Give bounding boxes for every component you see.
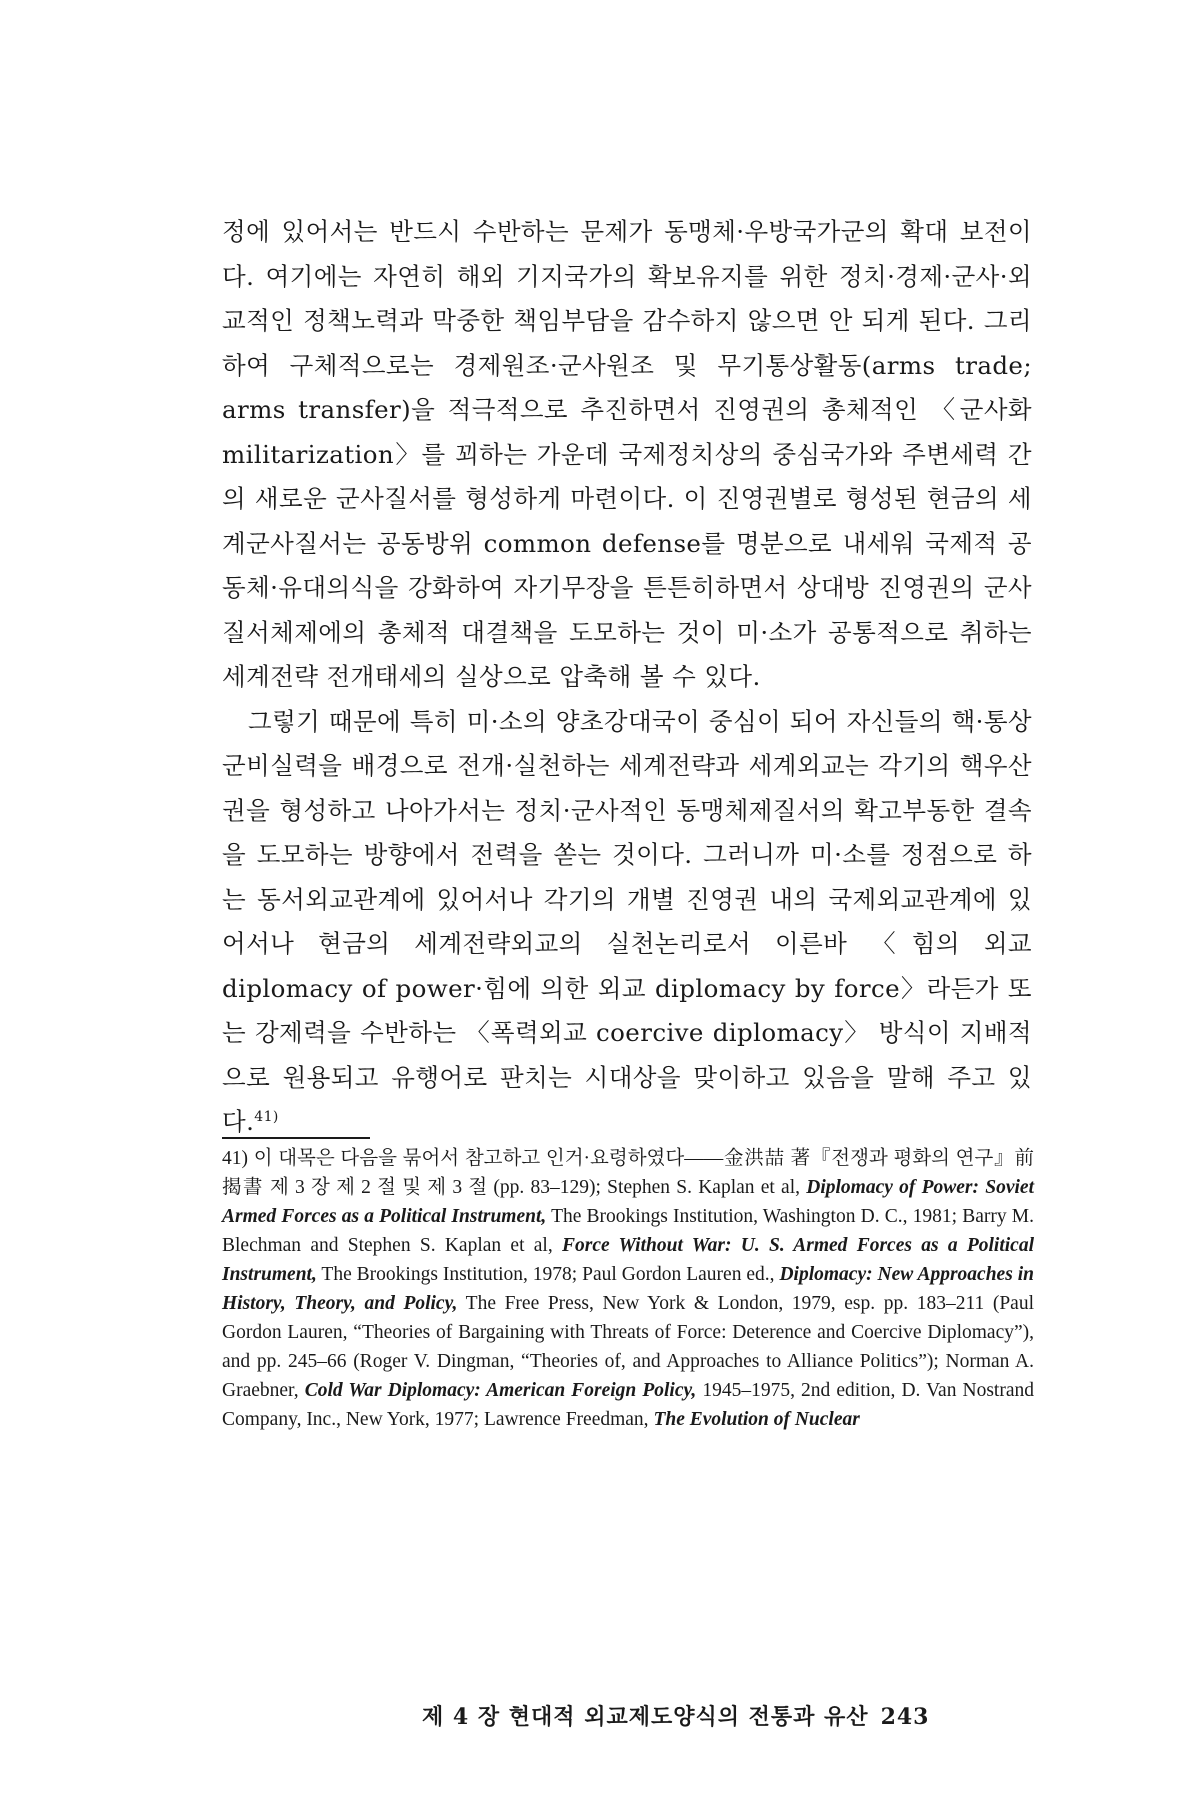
paragraph-2 — [222, 700, 1032, 1145]
body-text — [222, 210, 1032, 1145]
footnote-reference[interactable]: 41) — [254, 1108, 279, 1125]
paragraph-1: 정에 있어서는 반드시 수반하는 문제가 동맹체·우방국가군의 확대 보전이다. 여기에는 자연히 해외 기지국가의 확보유지를 위한 정치·경제·군사·외교적인 정책노력과 막중한 책임부담을 감수하지 않으면 안 되게 된다. 그리하여 구체적으로는 경제원조·군사원조 및 무기통상활동(arms trade; arms transfer)을 적극적으로 추진하면서 진영권의 총체적인 〈군사화 militarization〉를 꾀하는 가운데 국제정치상의 중심국가와 주변세력 간의 새로운 군사질서를 형성하게 마련이다. 이 진영권별로 형성된 현금의 세계군사질서는 공동방위 common defense를 명분으로 내세워 국제적 공동체·유대의식을 강화하여 자기무장을 튼튼히하면서 상대방 진영권의 군사질서체제에의 총체적 대결책을 도모하는 것이 미·소가 공통적으로 취하는 세계전략 전개태세의 실상으로 압축해 볼 수 있다. — [222, 217, 1032, 691]
footnote — [222, 1144, 1034, 1434]
footnote-title: Diplomacy of Power: Soviet Armed Forces as a Political Instrument, — [222, 1177, 1034, 1227]
footnote-divider — [222, 1137, 370, 1139]
footnote-41 — [222, 1144, 1034, 1434]
page-number: 243 — [880, 1704, 930, 1730]
footnote-text: The Free Press, New York & London, 1979, esp. pp. 183–211 (Paul Gordon Lauren, “Theories of Bargaining with Threats of Force: Deterence and Coercive Diplomacy”), and pp. 245–66 (Roger V. Dingman, “Theories of, and Approaches to Alliance Politics”); Norman A. Graebner, — [222, 1293, 1034, 1401]
footnote-title: Force Without War: U. S. Armed Forces as a Political Instrument, — [222, 1235, 1035, 1285]
footnote-text: The Brookings Institution, Washington D. C., 1981; Barry M. Blechman and Stephen S. Kaplan et al, — [222, 1206, 1034, 1256]
footnote-text: The Brookings Institution, 1978; Paul Gordon Lauren ed., — [316, 1264, 780, 1285]
footnote-title: The Evolution of Nuclear — [653, 1409, 860, 1430]
chapter-title: 제 4 장 현대적 외교제도양식의 전통과 유산 — [422, 1704, 869, 1730]
running-footer — [422, 1700, 1042, 1731]
footnote-number: 41) — [222, 1148, 248, 1169]
footnote-text: 이 대목은 다음을 묶어서 참고하고 인거·요령하였다——金洪喆 著『전쟁과 평화의 연구』前揭書 제 3 장 제 2 절 및 제 3 절 (pp. 83–129); Stephen S. Kaplan et al, — [222, 1148, 1034, 1198]
footnote-text: 1945–1975, 2nd edition, D. Van Nostrand Company, Inc., New York, 1977; Lawrence Freedman, — [222, 1380, 1034, 1430]
footnote-title: Diplomacy: New Approaches in History, Theory, and Policy, — [222, 1264, 1034, 1314]
footnote-title: Cold War Diplomacy: American Foreign Policy, — [304, 1380, 697, 1401]
paragraph-2-text: 그렇기 때문에 특히 미·소의 양초강대국이 중심이 되어 자신들의 핵·통상군비실력을 배경으로 전개·실천하는 세계전략과 세계외교는 각기의 핵우산권을 형성하고 나아가서는 정치·군사적인 동맹체제질서의 확고부동한 결속을 도모하는 방향에서 전력을 쏟는 것이다. 그러니까 미·소를 정점으로 하는 동서외교관계에 있어서나 각기의 개별 진영권 내의 국제외교관계에 있어서나 현금의 세계전략외교의 실천논리로서 이른바 〈힘의 외교 diplomacy of power·힘에 의한 외교 diplomacy by force〉라든가 또는 강제력을 수반하는 〈폭력외교 coercive diplomacy〉 방식이 지배적으로 원용되고 유행어로 판치는 시대상을 맞이하고 있음을 말해 주고 있다. — [222, 706, 1032, 1136]
